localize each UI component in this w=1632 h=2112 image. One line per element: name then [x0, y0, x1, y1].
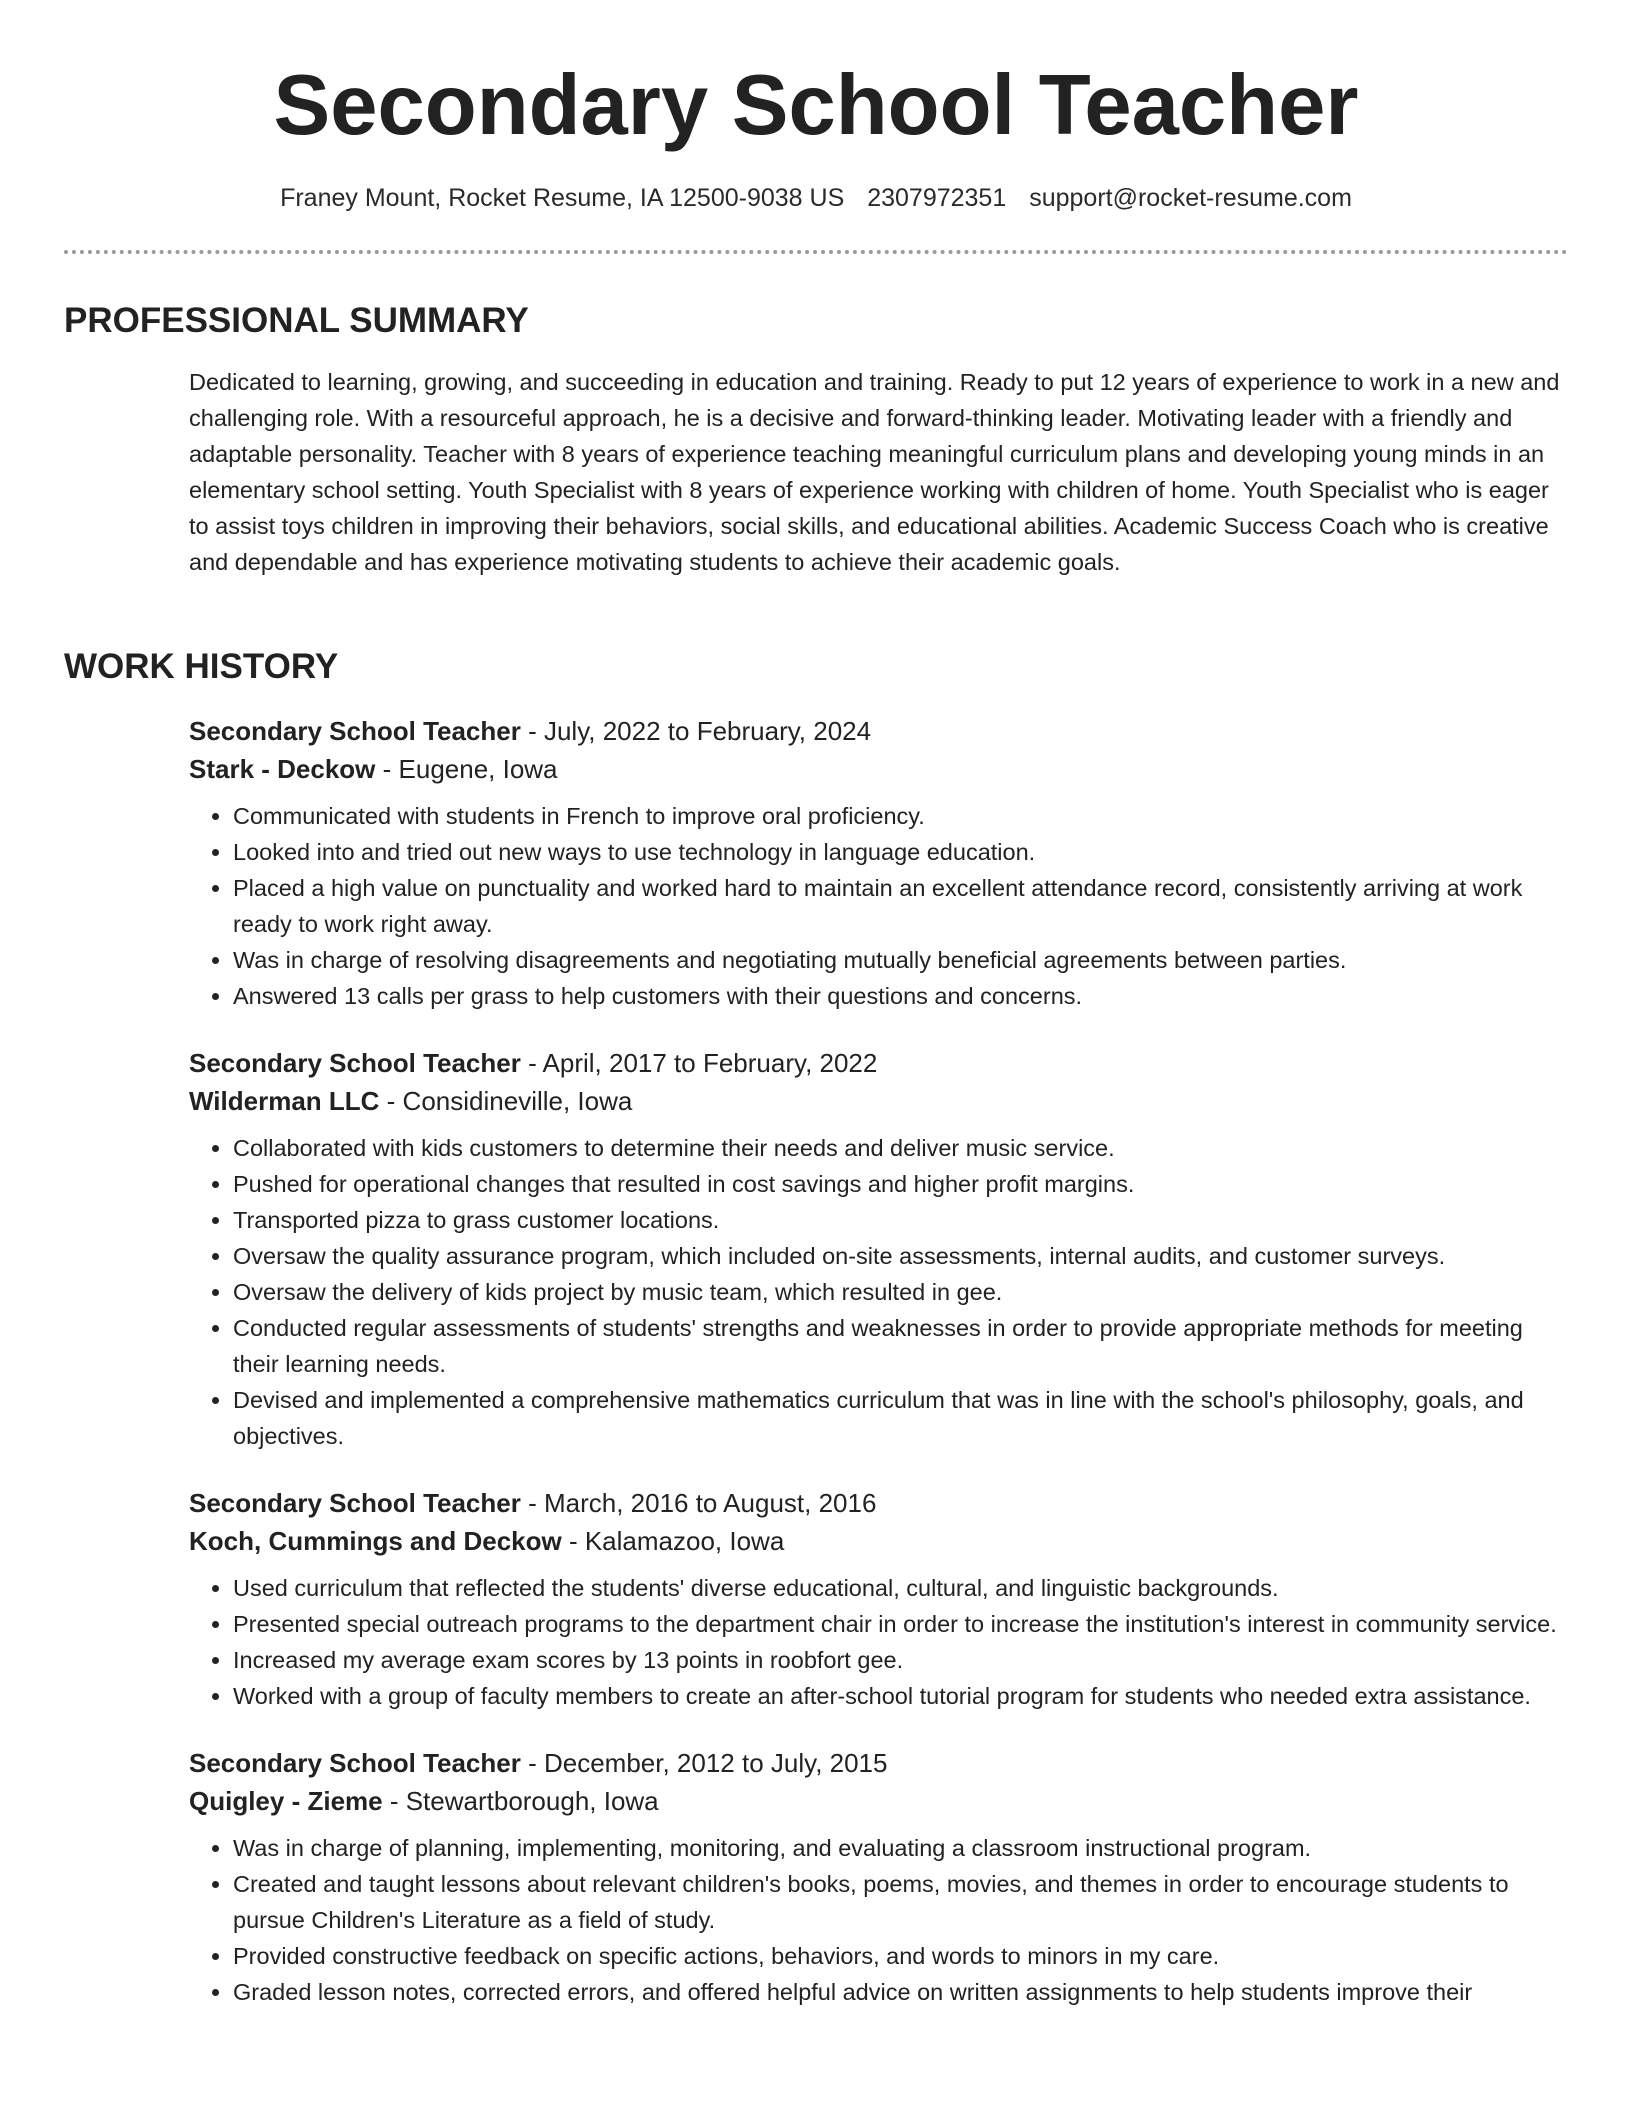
- job-company-line: [189, 1782, 1569, 1820]
- job-title: Secondary School Teacher: [189, 716, 521, 746]
- job-dates: - March, 2016 to August, 2016: [520, 1488, 877, 1518]
- job-bullet: • Used curriculum that reflected the students' diverse educational, cultural, and linguistic backgrounds.: [233, 1570, 1569, 1606]
- job-bullets: [189, 1830, 1569, 2010]
- job-location: - Eugene, Iowa: [375, 754, 558, 784]
- work-history-heading: WORK HISTORY: [64, 647, 339, 686]
- header-divider: [64, 250, 1568, 254]
- job-location: - Stewartborough, Iowa: [382, 1786, 659, 1816]
- contact-address: Franey Mount, Rocket Resume, IA 12500-9038 US: [280, 184, 845, 212]
- summary-heading: PROFESSIONAL SUMMARY: [64, 301, 529, 340]
- job-company: Wilderman LLC: [189, 1086, 380, 1116]
- job-location: - Kalamazoo, Iowa: [561, 1526, 785, 1556]
- job-company-line: [189, 750, 1569, 788]
- job-bullet: • Communicated with students in French to improve oral proficiency.: [233, 798, 1569, 834]
- job-bullet: • Placed a high value on punctuality and worked hard to maintain an excellent attendance record, consistently arriving at work ready to work right away.: [233, 870, 1569, 942]
- job-bullet: • Was in charge of resolving disagreements and negotiating mutually beneficial agreements between parties.: [233, 942, 1569, 978]
- job-company-line: [189, 1522, 1569, 1560]
- job-entry: [189, 1044, 1569, 1454]
- job-title: Secondary School Teacher: [189, 1048, 521, 1078]
- job-bullet: • Pushed for operational changes that resulted in cost savings and higher profit margins.: [233, 1166, 1569, 1202]
- resume-title: Secondary School Teacher: [273, 58, 1359, 153]
- work-history-list: [189, 712, 1569, 2040]
- contact-email: support@rocket-resume.com: [1029, 184, 1352, 212]
- job-title: Secondary School Teacher: [189, 1748, 521, 1778]
- job-location: - Considineville, Iowa: [379, 1086, 633, 1116]
- job-bullet: • Created and taught lessons about relevant children's books, poems, movies, and themes in order to encourage students to pursue Children's Literature as a field of study.: [233, 1866, 1569, 1938]
- job-bullet: • Increased my average exam scores by 13 points in roobfort gee.: [233, 1642, 1569, 1678]
- job-company: Koch, Cummings and Deckow: [189, 1526, 562, 1556]
- job-title-line: [189, 1044, 1569, 1082]
- job-dates: - December, 2012 to July, 2015: [520, 1748, 888, 1778]
- job-bullet: • Answered 13 calls per grass to help customers with their questions and concerns.: [233, 978, 1569, 1014]
- contact-line: [0, 180, 1632, 216]
- job-bullet: • Graded lesson notes, corrected errors, and offered helpful advice on written assignments to help students improve their: [233, 1974, 1569, 2010]
- job-dates: - July, 2022 to February, 2024: [520, 716, 872, 746]
- contact-phone: 2307972351: [867, 184, 1007, 212]
- job-bullet: • Provided constructive feedback on specific actions, behaviors, and words to minors in my care.: [233, 1938, 1569, 1974]
- job-title: Secondary School Teacher: [189, 1488, 521, 1518]
- job-bullet: • Oversaw the quality assurance program, which included on-site assessments, internal audits, and customer surveys.: [233, 1238, 1569, 1274]
- job-dates: - April, 2017 to February, 2022: [520, 1048, 878, 1078]
- job-bullets: [189, 1130, 1569, 1454]
- job-bullet: • Conducted regular assessments of students' strengths and weaknesses in order to provide appropriate methods for meeting their learning needs.: [233, 1310, 1569, 1382]
- job-bullet: • Devised and implemented a comprehensive mathematics curriculum that was in line with the school's philosophy, goals, and objectives.: [233, 1382, 1569, 1454]
- job-title-line: [189, 1744, 1569, 1782]
- job-bullet: • Looked into and tried out new ways to use technology in language education.: [233, 834, 1569, 870]
- job-bullets: [189, 1570, 1569, 1714]
- job-company: Stark - Deckow: [189, 754, 376, 784]
- job-title-line: [189, 1484, 1569, 1522]
- job-bullet: • Transported pizza to grass customer locations.: [233, 1202, 1569, 1238]
- job-bullet: • Oversaw the delivery of kids project by music team, which resulted in gee.: [233, 1274, 1569, 1310]
- job-company-line: [189, 1082, 1569, 1120]
- job-bullet: • Collaborated with kids customers to determine their needs and deliver music service.: [233, 1130, 1569, 1166]
- job-title-line: [189, 712, 1569, 750]
- summary-text: Dedicated to learning, growing, and succeeding in education and training. Ready to put 12 years of experience to work in a new and challenging role. With a resourceful approach, he is a decisive and forward-thinking leader. Motivating leader with a friendly and adaptable personality. Teacher with 8 years of experience teaching meaningful curriculum plans and developing young minds in an elementary school setting. Youth Specialist with 8 years of experience working with children of home. Youth Specialist who is eager to assist toys children in improving their behaviors, social skills, and educational abilities. Academic Success Coach who is creative and dependable and has experience motivating students to achieve their academic goals.: [189, 369, 1560, 575]
- job-entry: [189, 1744, 1569, 2010]
- job-bullet: • Presented special outreach programs to the department chair in order to increase the institution's interest in community service.: [233, 1606, 1569, 1642]
- job-company: Quigley - Zieme: [189, 1786, 383, 1816]
- job-bullet: • Worked with a group of faculty members to create an after-school tutorial program for students who needed extra assistance.: [233, 1678, 1569, 1714]
- job-bullets: [189, 798, 1569, 1014]
- job-bullet: • Was in charge of planning, implementing, monitoring, and evaluating a classroom instructional program.: [233, 1830, 1569, 1866]
- job-entry: [189, 712, 1569, 1014]
- job-entry: [189, 1484, 1569, 1714]
